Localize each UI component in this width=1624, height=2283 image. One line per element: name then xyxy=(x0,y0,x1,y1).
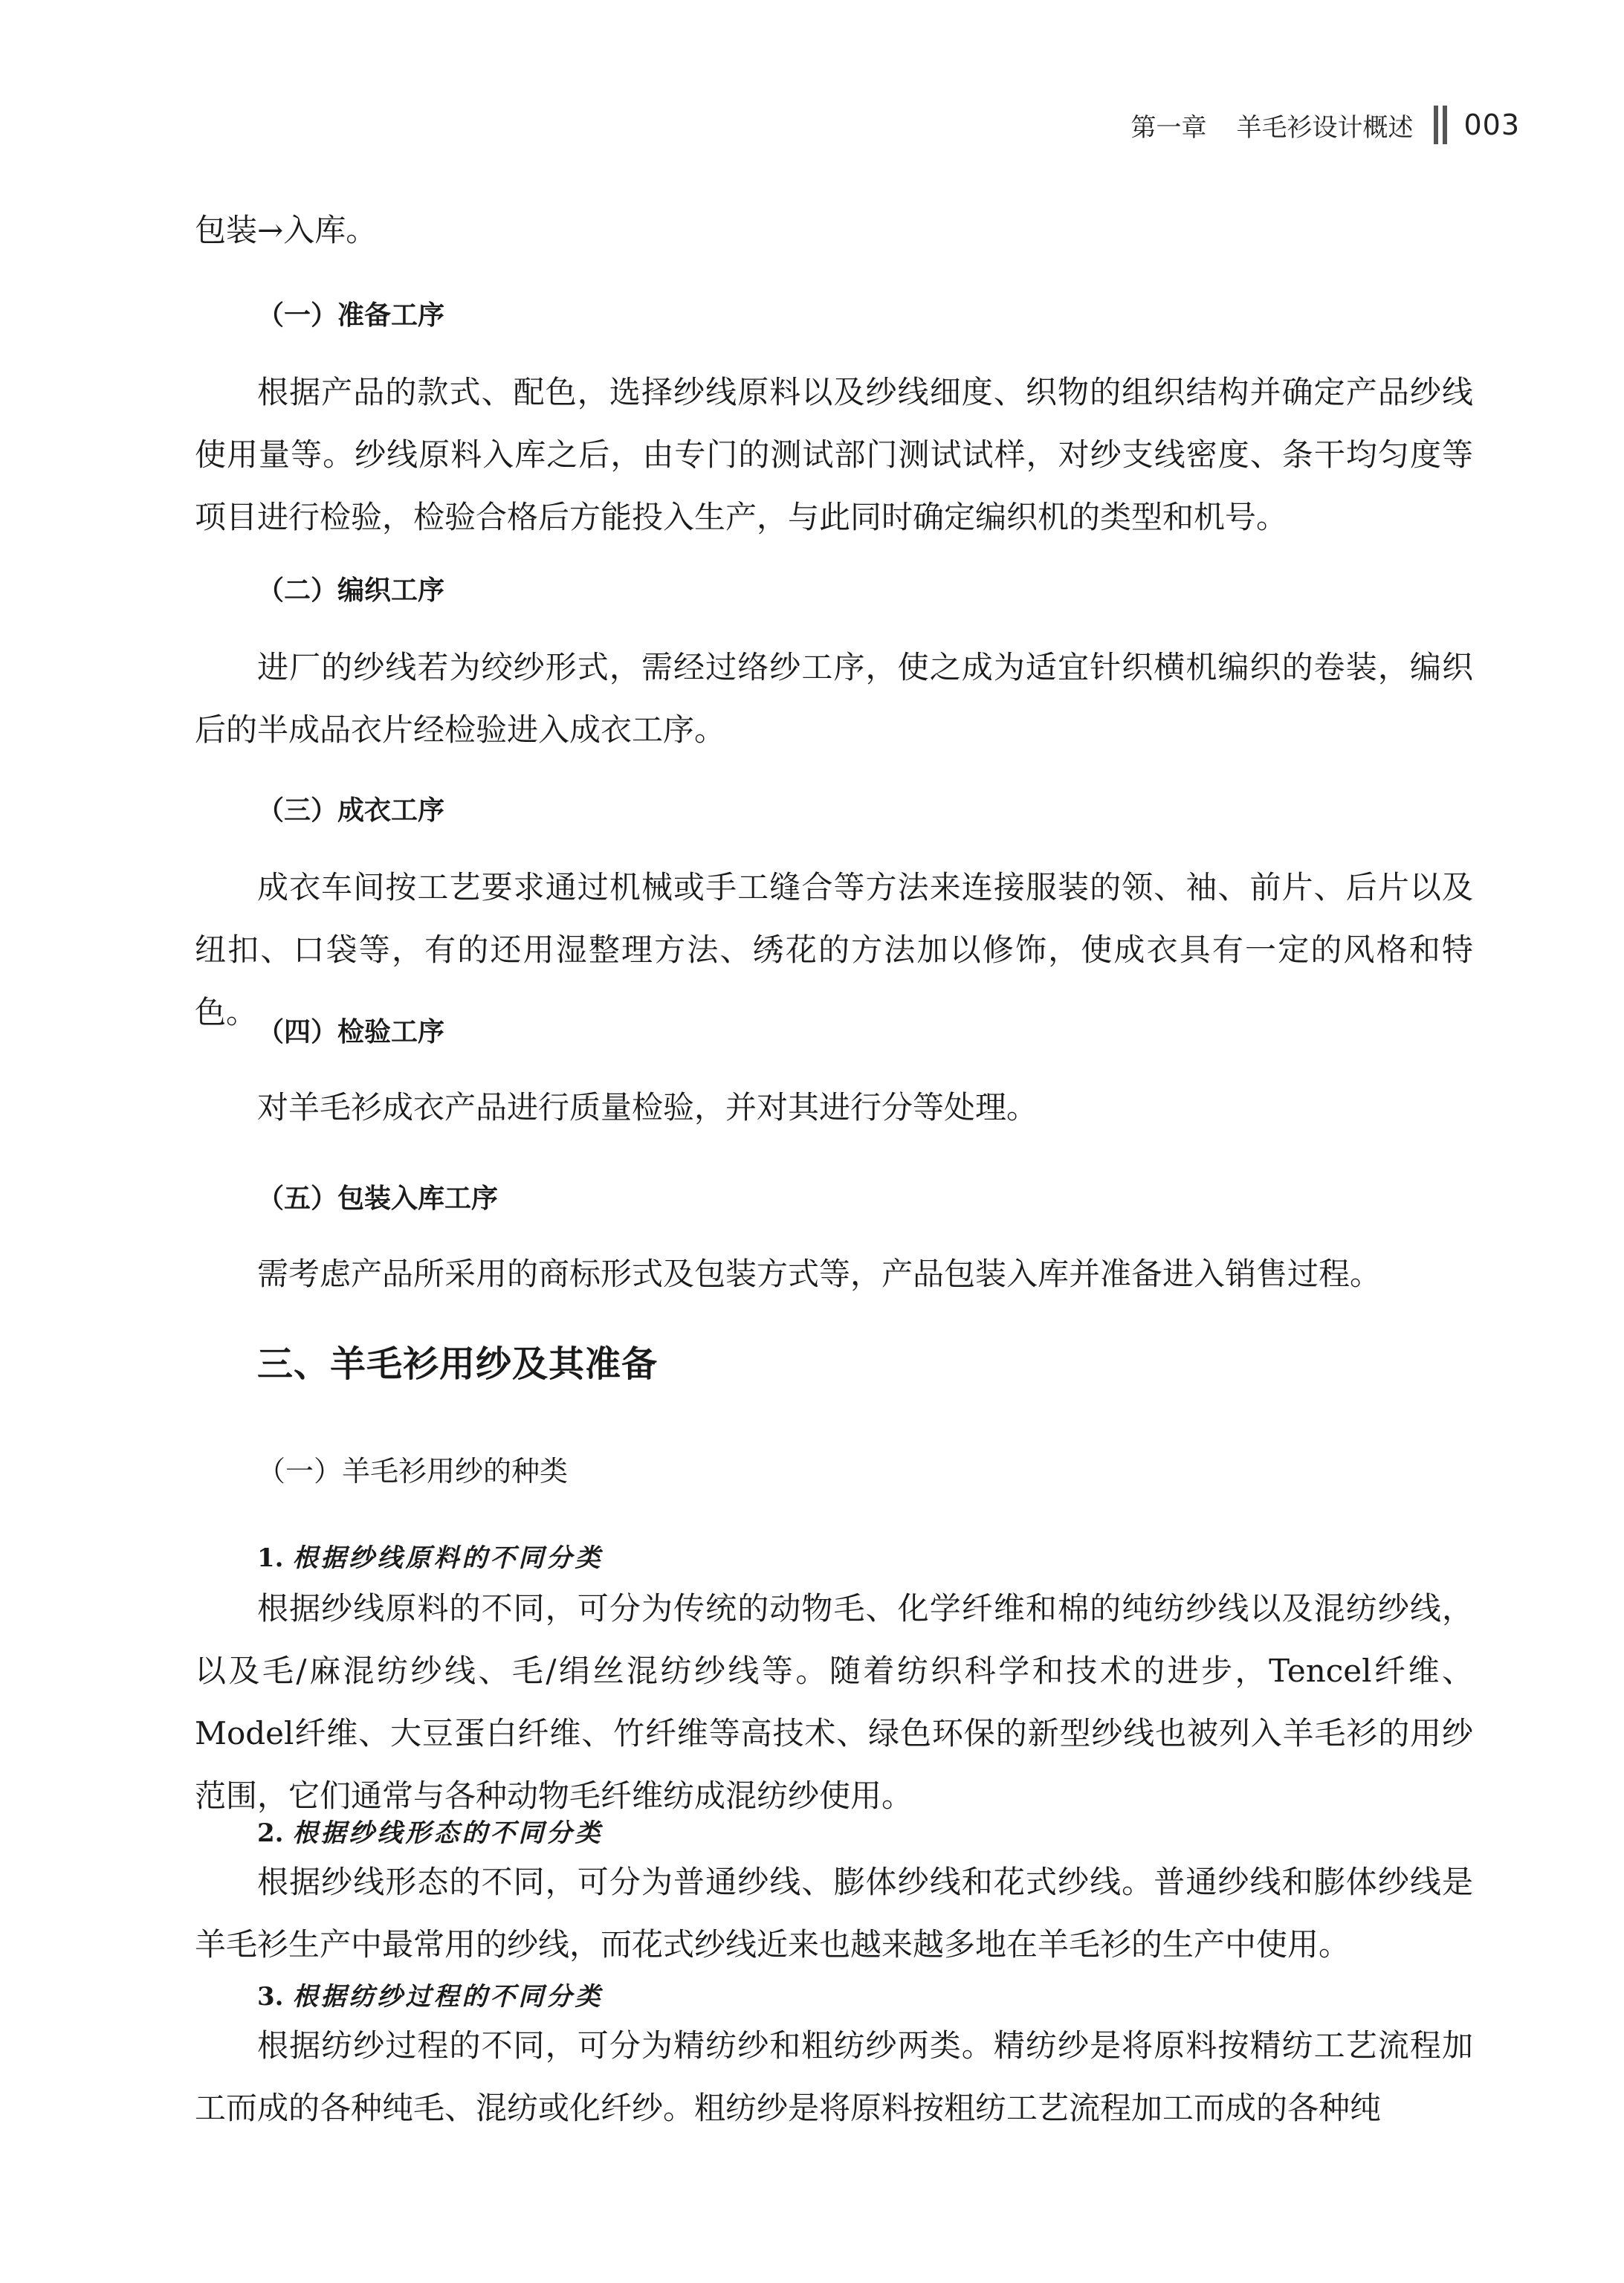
item3-heading xyxy=(257,1976,604,2012)
intro-line: 包装→入库。 xyxy=(195,212,378,248)
item3-title: 根据纺纱过程的不同分类 xyxy=(292,1982,604,2012)
step2-heading: （二）编织工序 xyxy=(257,575,445,606)
step3-heading: （三）成衣工序 xyxy=(257,795,445,826)
page-number: 003 xyxy=(1463,109,1520,141)
section3-subheading: （一）羊毛衫用纱的种类 xyxy=(257,1455,569,1488)
item3-paragraph: 根据纺纱过程的不同，可分为精纺纱和粗纺纱两类。精纺纱是将原料按精纺工艺流程加工而成的各种纯毛、混纺或化纤纱。粗纺纱是将原料按粗纺工艺流程加工而成的各种纯 xyxy=(195,2027,1473,2126)
item1-heading xyxy=(257,1537,604,1574)
step4-paragraph: 对羊毛衫成衣产品进行质量检验，并对其进行分等处理。 xyxy=(257,1089,1038,1126)
item2-number: 2. xyxy=(257,1818,284,1848)
chapter-number: 第一章 xyxy=(1130,112,1207,143)
step1-heading: （一）准备工序 xyxy=(257,300,445,331)
step4-heading: （四）检验工序 xyxy=(257,1017,445,1047)
step5-paragraph: 需考虑产品所采用的商标形式及包装方式等，产品包装入库并准备进入销售过程。 xyxy=(257,1256,1382,1292)
header-divider-bars xyxy=(1434,106,1447,144)
step1-paragraph: 根据产品的款式、配色，选择纱线原料以及纱线细度、织物的组织结构并确定产品纱线使用量等。纱线原料入库之后，由专门的测试部门测试试样，对纱支线密度、条干均匀度等项目进行检验，检验合格后方能投入生产，与此同时确定编织机的类型和机号。 xyxy=(195,374,1473,535)
item1-title: 根据纱线原料的不同分类 xyxy=(292,1543,604,1573)
chapter-title: 羊毛衫设计概述 xyxy=(1236,112,1414,143)
running-header xyxy=(1130,106,1520,144)
item2-heading xyxy=(257,1812,604,1849)
step3-paragraph: 成衣车间按工艺要求通过机械或手工缝合等方法来连接服装的领、袖、前片、后片以及纽扣、口袋等，有的还用湿整理方法、绣花的方法加以修饰，使成衣具有一定的风格和特色。 xyxy=(195,869,1473,1030)
item3-number: 3. xyxy=(257,1982,284,2012)
item2-paragraph: 根据纱线形态的不同，可分为普通纱线、膨体纱线和花式纱线。普通纱线和膨体纱线是羊毛衫生产中最常用的纱线，而花式纱线近来也越来越多地在羊毛衫的生产中使用。 xyxy=(195,1864,1473,1963)
step5-heading: （五）包装入库工序 xyxy=(257,1184,499,1214)
step2-paragraph: 进厂的纱线若为绞纱形式，需经过络纱工序，使之成为适宜针织横机编织的卷装，编织后的半成品衣片经检验进入成衣工序。 xyxy=(195,649,1473,748)
item2-title: 根据纱线形态的不同分类 xyxy=(292,1818,604,1848)
item1-number: 1. xyxy=(257,1543,284,1573)
item1-paragraph: 根据纱线原料的不同，可分为传统的动物毛、化学纤维和棉的纯纺纱线以及混纺纱线，以及毛/麻混纺纱线、毛/绢丝混纺纱线等。随着纺织科学和技术的进步，Tencel纤维、Model纤维、大豆蛋白纤维、竹纤维等高技术、绿色环保的新型纱线也被列入羊毛衫的用纱范围，它们通常与各种动物毛纤维纺成混纺纱使用。 xyxy=(195,1590,1473,1814)
section3-heading: 三、羊毛衫用纱及其准备 xyxy=(257,1343,659,1385)
